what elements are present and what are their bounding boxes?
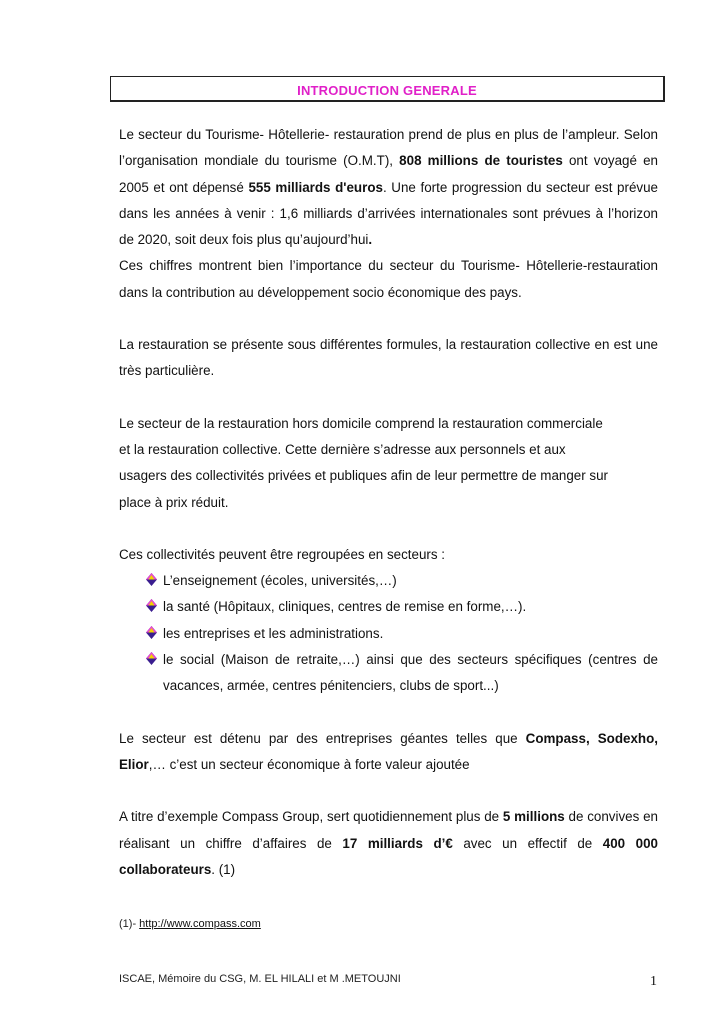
paragraph-restauration: La restauration se présente sous différentes formules, la restauration collective en est une très particulière. — [119, 337, 658, 379]
list-item-text: le social (Maison de retraite,…) ainsi que des secteurs spécifiques (centres de vacances, armée, centres pénitenciers, clubs de sport...) — [163, 652, 658, 694]
text-line: Le secteur de la restauration hors domicile comprend la restauration commerciale — [119, 415, 603, 431]
paragraph-intro — [119, 122, 658, 253]
list-item-text: les entreprises et les administrations. — [163, 625, 384, 641]
text-run: avec un effectif de — [452, 835, 603, 851]
bold-text: 555 milliards d'euros — [248, 179, 383, 195]
bold-text: Compass, Sodexho, Elior — [119, 730, 658, 772]
list-item-text: la santé (Hôpitaux, cliniques, centres de remise en forme,…). — [163, 599, 527, 615]
title-box — [110, 76, 665, 102]
paragraph-entreprises — [119, 726, 658, 779]
footnote-link[interactable]: http://www.compass.com — [139, 918, 261, 930]
document-body — [119, 122, 658, 883]
page-footer: ISCAE, Mémoire du CSG, M. EL HILALI et M .METOUJNI — [119, 973, 401, 985]
list-item — [119, 647, 658, 700]
paragraph-compass — [119, 804, 658, 883]
paragraph-hors-domicile — [119, 411, 658, 516]
diamond-bullet-icon — [146, 652, 157, 665]
diamond-bullet-icon — [146, 626, 157, 639]
text-line: place à prix réduit. — [119, 494, 229, 510]
bold-text: 17 milliards d’€ — [342, 835, 453, 851]
paragraph-figures: Ces chiffres montrent bien l’importance du secteur du Tourisme- Hôtellerie-restauration dans la contribution au développement socio économique des pays. — [119, 258, 658, 300]
diamond-bullet-icon — [146, 573, 157, 586]
text-run: . (1) — [211, 861, 236, 877]
bold-text: 5 millions — [502, 809, 565, 825]
footnote-prefix: (1)- — [119, 918, 140, 930]
bold-text: 400 000 collaborateurs — [119, 835, 658, 877]
text-line: et la restauration collective. Cette dernière s’adresse aux personnels et aux — [119, 441, 566, 457]
text-run: de convives en réalisant un chiffre d’affaires de — [119, 809, 658, 851]
page-number: 1 — [650, 974, 657, 989]
text-run: Le secteur est détenu par des entreprises géantes telles que — [119, 730, 526, 746]
paragraph-collectivites: Ces collectivités peuvent être regroupées en secteurs : — [119, 546, 446, 562]
bold-text: 808 millions de touristes — [399, 153, 563, 169]
bold-text: . — [368, 232, 373, 248]
list-item — [119, 594, 658, 620]
list-item — [119, 568, 658, 594]
diamond-bullet-icon — [146, 599, 157, 612]
list-item — [119, 621, 658, 647]
text-run: ont voyagé en 2005 et ont dépensé — [119, 153, 658, 195]
text-run: . Une forte progression du secteur est prévue dans les années à venir : 1,6 milliards d’arrivées internationales sont prévues à l’horizon de 2020, soit deux fois plus qu’aujourd’hui — [119, 179, 658, 248]
text-line: usagers des collectivités privées et publiques afin de leur permettre de manger sur — [119, 468, 609, 484]
text-run: A titre d’exemple Compass Group, sert quotidiennement plus de — [119, 809, 503, 825]
text-run: ,… c’est un secteur économique à forte valeur ajoutée — [148, 756, 470, 772]
sector-list — [119, 568, 658, 699]
text-run: Le secteur du Tourisme- Hôtellerie- restauration prend de plus en plus de l’ampleur. Selon l’organisation mondiale du tourisme (O.M.T), — [119, 127, 658, 169]
page-title: INTRODUCTION GENERALE — [297, 83, 477, 98]
list-item-text: L’enseignement (écoles, universités,…) — [163, 573, 397, 589]
footnote — [119, 918, 261, 930]
